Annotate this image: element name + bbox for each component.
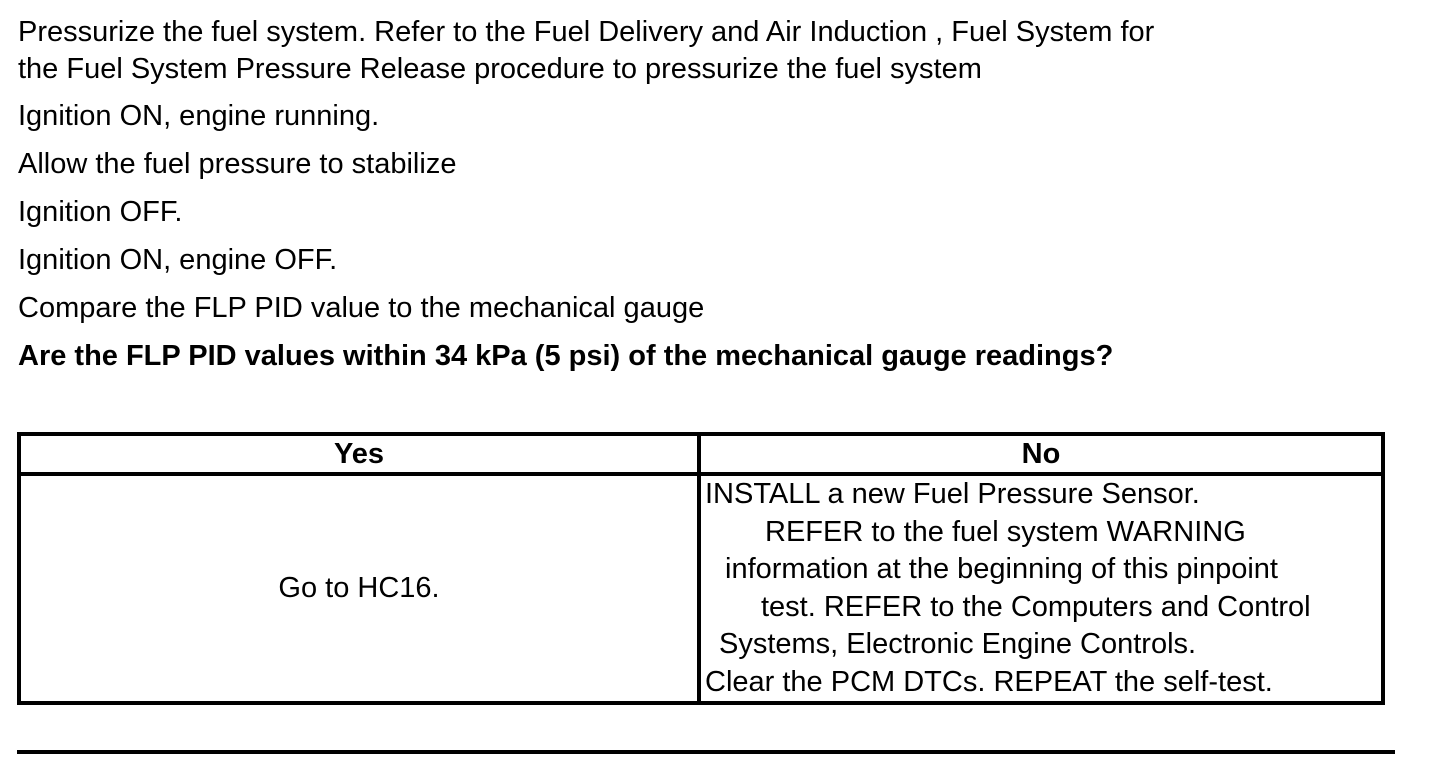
step-text-pressurize-continued: the Fuel System Pressure Release procedure to pressurize the fuel system <box>18 53 982 85</box>
step-text-ignition-on-engine-off: Ignition ON, engine OFF. <box>18 244 338 276</box>
section-divider <box>17 750 1395 754</box>
test-question: Are the FLP PID values within 34 kPa (5 psi) of the mechanical gauge readings? <box>18 340 1114 372</box>
step-text-pressurize: Pressurize the fuel system. Refer to the Fuel Delivery and Air Induction , Fuel System for <box>18 16 1155 48</box>
result-table-header-row <box>19 434 1383 474</box>
no-header: No <box>699 434 1383 474</box>
no-action-line: test. REFER to the Computers and Control <box>761 590 1311 623</box>
no-action <box>699 474 1383 703</box>
no-action-line: information at the beginning of this pinpoint <box>725 553 1278 585</box>
no-action-line: INSTALL a new Fuel Pressure Sensor. <box>705 478 1200 510</box>
step-text-ignition-off: Ignition OFF. <box>18 196 183 228</box>
step-text-stabilize: Allow the fuel pressure to stabilize <box>18 148 457 180</box>
step-text-compare: Compare the FLP PID value to the mechanical gauge <box>18 292 705 324</box>
no-action-line: Systems, Electronic Engine Controls. <box>719 628 1197 660</box>
result-table <box>17 432 1385 705</box>
step-text-ignition-on-running: Ignition ON, engine running. <box>18 100 380 132</box>
no-action-line: Clear the PCM DTCs. REPEAT the self-test. <box>705 665 1273 698</box>
yes-header: Yes <box>19 434 699 474</box>
yes-action: Go to HC16. <box>19 474 699 703</box>
no-action-line: REFER to the fuel system WARNING <box>765 515 1246 548</box>
result-table-row <box>19 474 1383 703</box>
